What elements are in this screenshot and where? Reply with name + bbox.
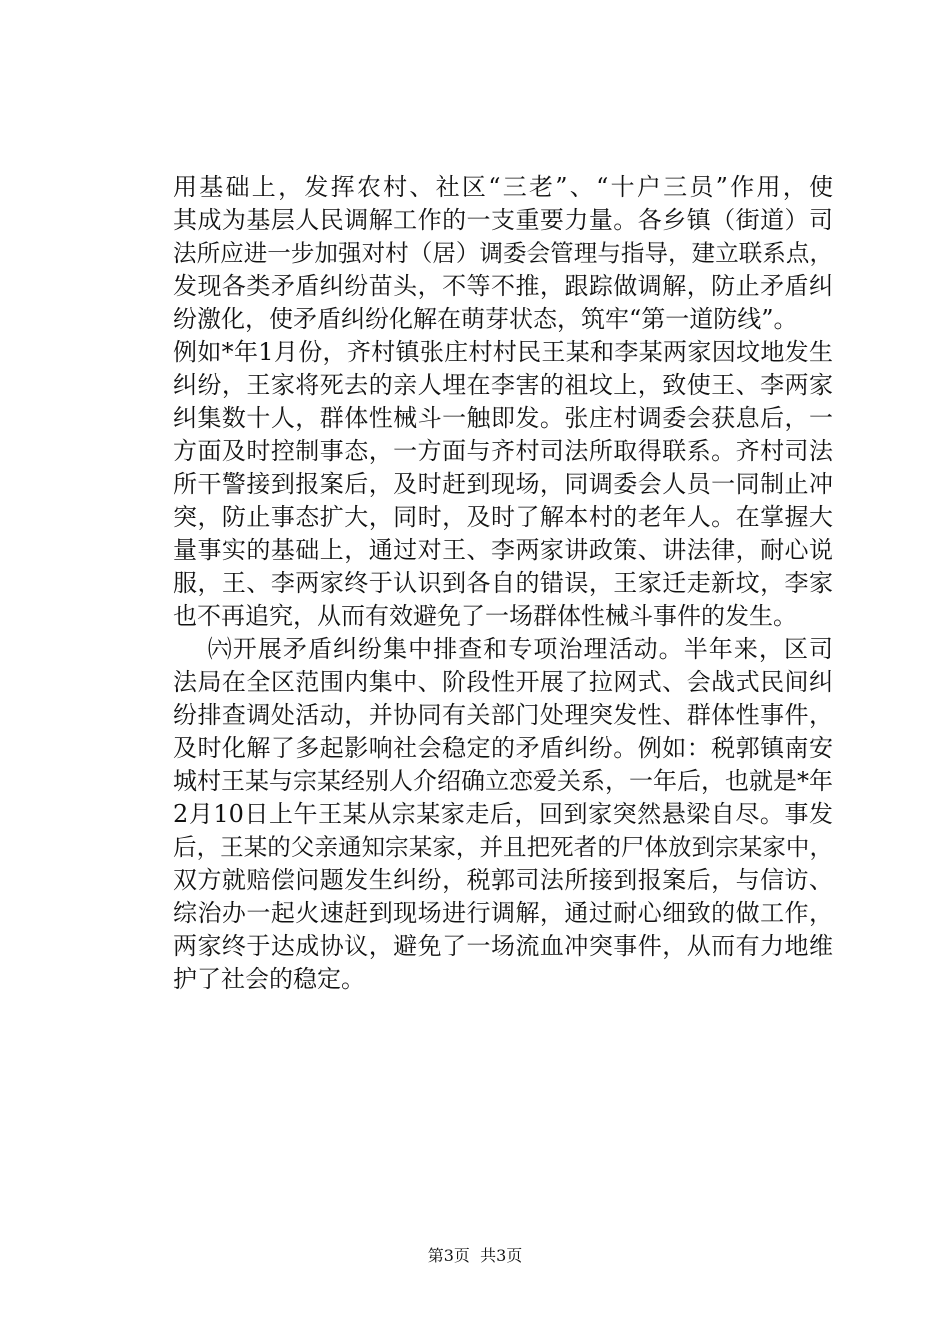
text-line: 两家终于达成协议，避免了一场流血冲突事件，从而有力地维 [173,932,833,960]
text-line: 城村王某与宗某经别人介绍确立恋爱关系，一年后，也就是*年 [173,767,833,795]
text-line: 后，王某的父亲通知宗某家，并且把死者的尸体放到宗某家中， [173,833,833,861]
text-line: 纷激化，使矛盾纠纷化解在萌芽状态，筑牢“第一道防线”。 [173,305,798,333]
text-line: 所干警接到报案后，及时赶到现场，同调委会人员一同制止冲 [173,470,833,498]
text-line: 纠集数十人，群体性械斗一触即发。张庄村调委会获息后，一 [173,404,833,432]
text-line: 发现各类矛盾纠纷苗头，不等不推，跟踪做调解，防止矛盾纠 [173,272,833,300]
text-line: 服，王、李两家终于认识到各自的错误，王家迁走新坟，李家 [173,569,833,597]
text-line: 纷排查调处活动，并协同有关部门处理突发性、群体性事件， [173,701,833,729]
text-line: 综治办一起火速赶到现场进行调解，通过耐心细致的做工作， [173,899,833,927]
text-line: 2月10日上午王某从宗某家走后，回到家突然悬梁自尽。事发 [173,800,833,828]
text-line: 及时化解了多起影响社会稳定的矛盾纠纷。例如：税郭镇南安 [173,734,833,762]
text-line: 双方就赔偿问题发生纠纷，税郭司法所接到报案后，与信访、 [173,866,833,894]
body-text [173,171,833,996]
text-line: 其成为基层人民调解工作的一支重要力量。各乡镇（街道）司 [173,206,833,234]
text-line: 量事实的基础上，通过对王、李两家讲政策、讲法律，耐心说 [173,536,833,564]
text-line: 纠纷，王家将死去的亲人埋在李害的祖坟上，致使王、李两家 [173,371,833,399]
text-line: 方面及时控制事态，一方面与齐村司法所取得联系。齐村司法 [173,437,833,465]
text-line: 例如*年1月份，齐村镇张庄村村民王某和李某两家因坟地发生 [173,338,833,366]
text-line: 法所应进一步加强对村（居）调委会管理与指导，建立联系点， [173,239,833,267]
text-line: 法局在全区范围内集中、阶段性开展了拉网式、会战式民间纠 [173,668,833,696]
text-line: 用基础上，发挥农村、社区“三老”、“十户三员”作用，使 [173,173,833,201]
text-line: 突，防止事态扩大，同时，及时了解本村的老年人。在掌握大 [173,503,833,531]
text-line: 也不再追究，从而有效避免了一场群体性械斗事件的发生。 [173,602,797,630]
text-line: ㈥开展矛盾纠纷集中排查和专项治理活动。半年来，区司 [173,635,833,663]
text-line: 护了社会的稳定。 [173,965,365,993]
page-number-footer: 第3页 共3页 [427,1246,523,1265]
